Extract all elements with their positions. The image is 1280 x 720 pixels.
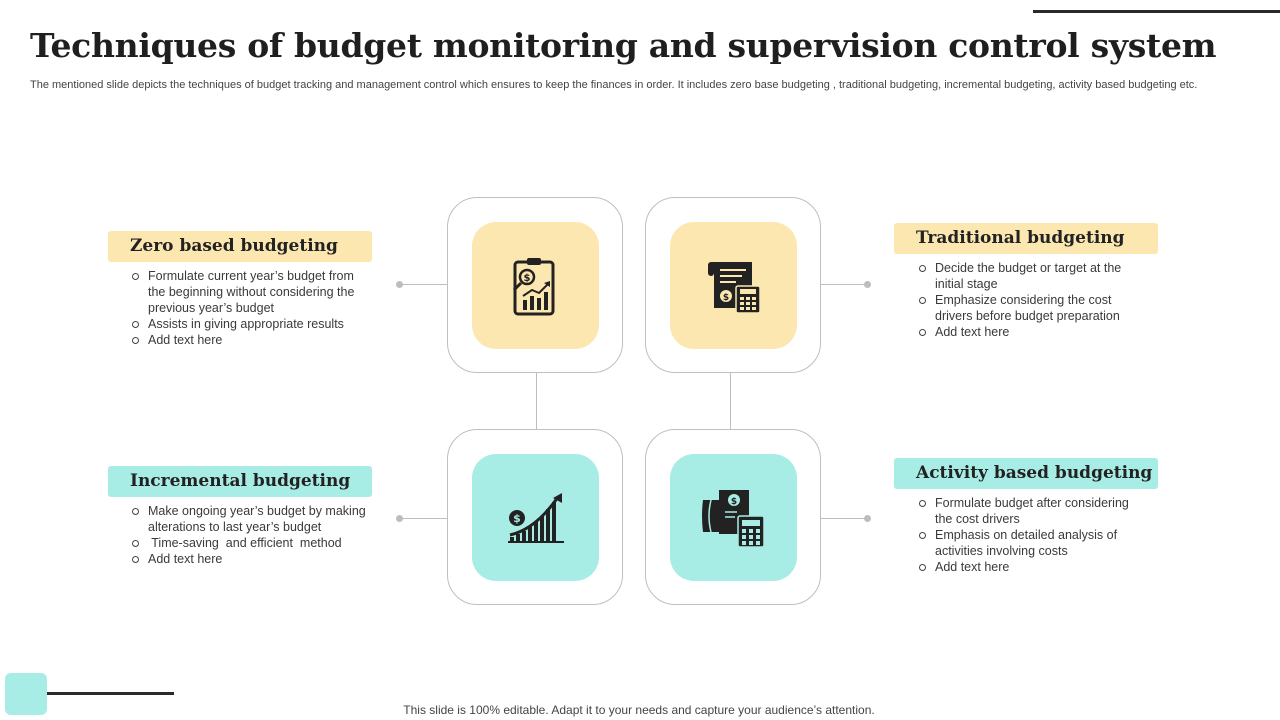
traditional-icon-card [645,197,821,373]
activity-icon-tile [670,454,797,581]
list-item: Formulate current year’s budget from the beginning without considering the previous year’s budget [130,268,372,316]
slide-title: Techniques of budget monitoring and supervision control system [30,26,1217,65]
list-item: Assists in giving appropriate results [130,316,372,332]
zero-based-icon-tile [472,222,599,349]
incremental-icon-card [447,429,623,605]
incremental-header [108,466,372,497]
traditional-header [894,223,1158,254]
connector-right-vertical [730,373,731,429]
list-item: Formulate budget after considering the cost drivers [917,495,1139,527]
list-item: Add text here [917,324,1142,340]
svg-text:$: $ [523,272,530,284]
growth-chart-icon [506,491,566,545]
list-item: Time-saving and efficient method [130,535,384,551]
connector-left-vertical [536,373,537,429]
list-item: Emphasize considering the cost drivers before budget preparation [917,292,1142,324]
list-item: Decide the budget or target at the initial stage [917,260,1142,292]
traditional-bullets [917,260,1142,340]
activity-header [894,458,1158,489]
list-item: Add text here [130,551,384,567]
top-accent-rule [1033,10,1280,13]
activity-title: Activity based budgeting [916,463,1153,483]
incremental-title: Incremental budgeting [130,471,351,491]
list-item: Make ongoing year’s budget by making alterations to last year’s budget [130,503,384,535]
connector-zero [400,284,447,285]
zero-based-bullets [130,268,372,348]
traditional-title: Traditional budgeting [916,228,1125,248]
zero-based-header [108,231,372,262]
document-calculator-icon [706,258,762,314]
connector-traditional [820,284,868,285]
list-item: Add text here [130,332,372,348]
bottom-accent-rule [47,692,174,695]
svg-text:$: $ [730,496,737,507]
footer-note: This slide is 100% editable. Adapt it to your needs and capture your audience’s attention. [403,703,875,717]
connector-activity [820,518,868,519]
receipt-calculator-icon [701,488,767,548]
traditional-icon-tile [670,222,797,349]
list-item: Add text here [917,559,1139,575]
incremental-icon-tile [472,454,599,581]
activity-icon-card [645,429,821,605]
connector-dot-activity [864,515,871,522]
svg-text:$: $ [722,292,729,303]
slide-subtitle: The mentioned slide depicts the techniques of budget tracking and management control which ensures to keep the finances in order. It includes zero base budgeting , traditional budgeting, incremental budgeting, activity based budgeting etc. [30,79,1198,91]
svg-text:$: $ [512,511,521,525]
connector-dot-incremental [396,515,403,522]
connector-dot-zero [396,281,403,288]
activity-bullets [917,495,1139,575]
zero-based-icon-card [447,197,623,373]
clipboard-chart-icon [512,256,560,316]
zero-based-title: Zero based budgeting [130,236,338,256]
connector-incremental [400,518,447,519]
incremental-bullets [130,503,384,567]
connector-dot-traditional [864,281,871,288]
list-item: Emphasis on detailed analysis of activities involving costs [917,527,1139,559]
